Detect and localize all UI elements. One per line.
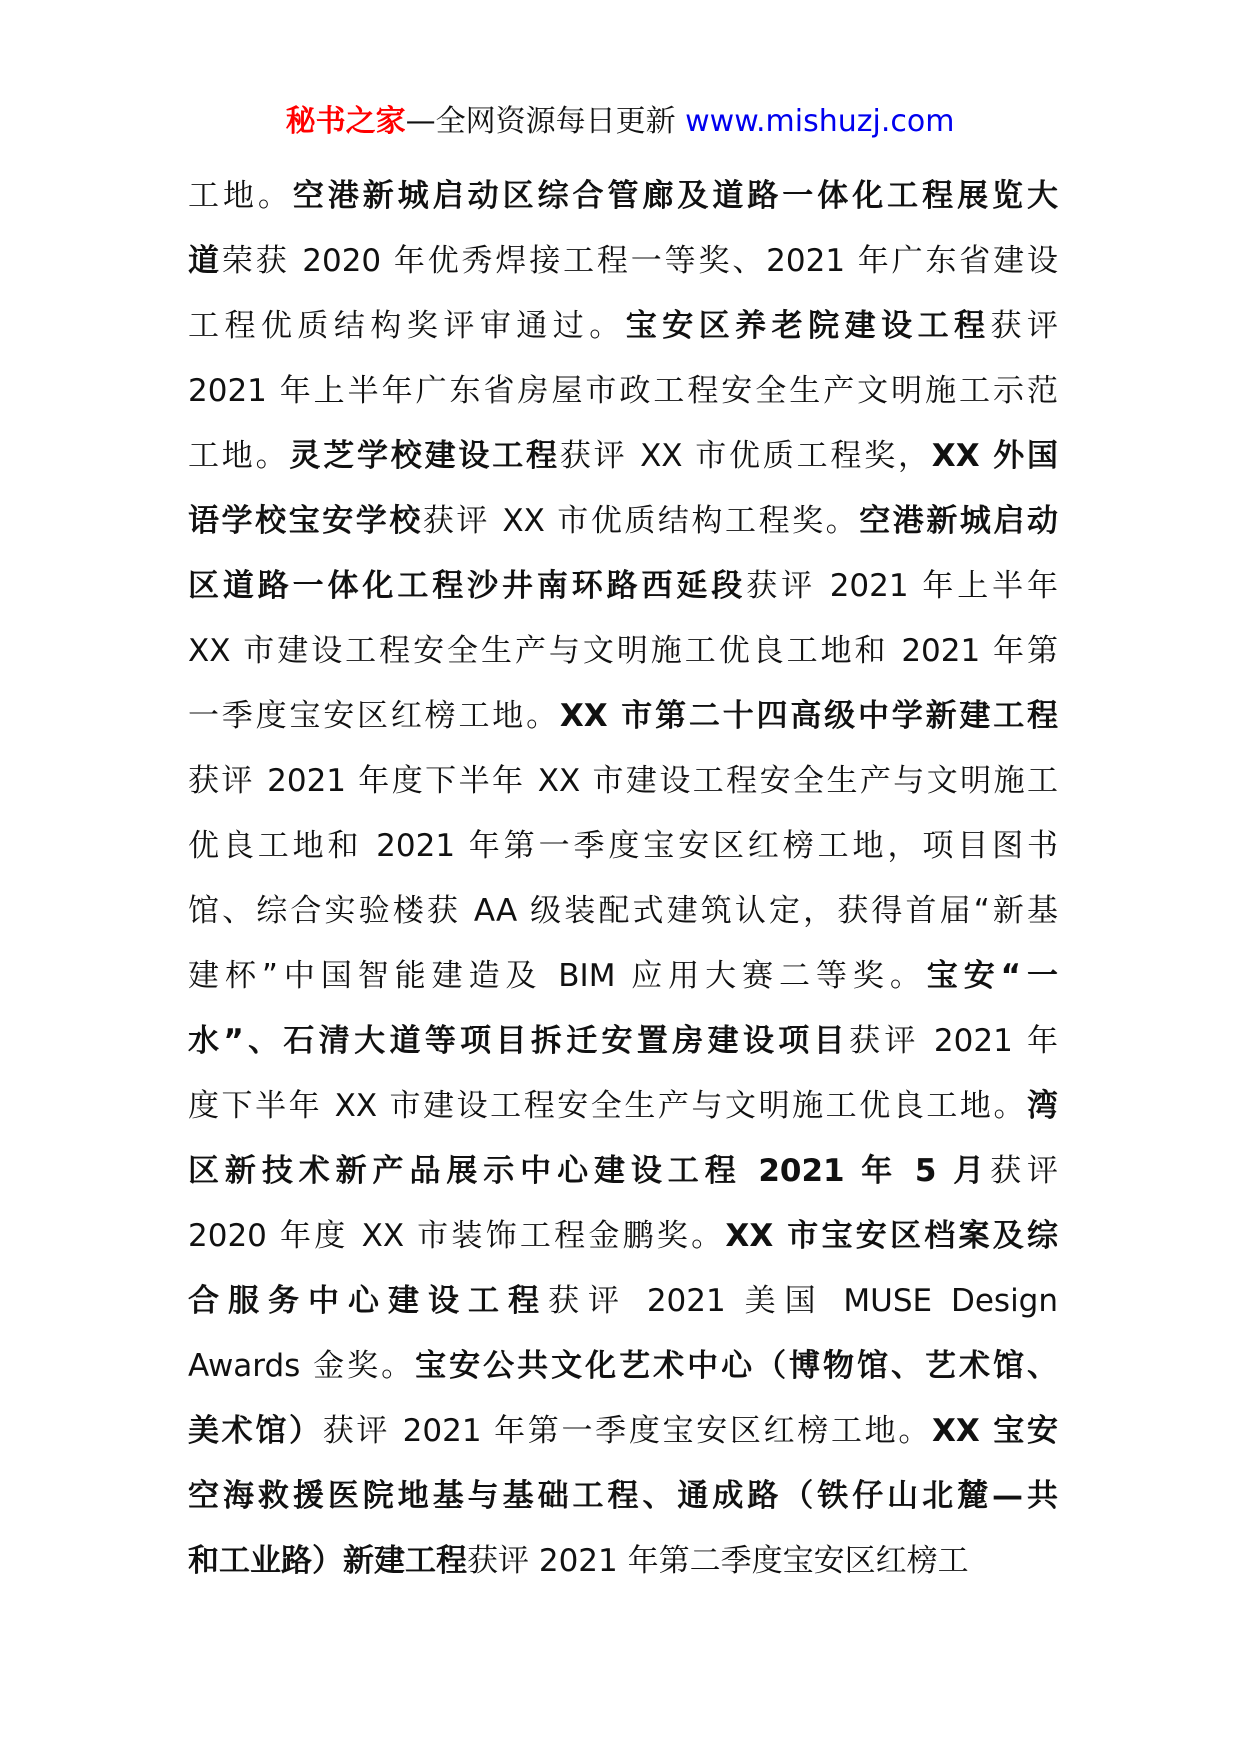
text-line xyxy=(188,1074,1058,1139)
document-body xyxy=(188,164,1058,1594)
page-header xyxy=(0,100,1240,144)
bold-text-segment: XX 市第二十四高级中学新建工程 xyxy=(559,698,1058,734)
text-line xyxy=(188,1334,1058,1399)
text-segment: Awards 金奖。 xyxy=(188,1348,416,1384)
text-line xyxy=(188,164,1058,229)
bold-text-segment: XX 宝安 xyxy=(932,1413,1058,1449)
brand-name: 秘书之家 xyxy=(285,104,406,139)
text-segment: 获评 xyxy=(990,1153,1058,1189)
text-segment: 2020 年度 XX 市装饰工程金鹏奖。 xyxy=(188,1218,726,1254)
header-tagline: —全网资源每日更新 xyxy=(405,104,676,139)
bold-text-segment: 空港新城启动区综合管廊及道路一体化工程展览大 xyxy=(292,178,1058,214)
bold-text-segment: 区新技术新产品展示中心建设工程 2021 年 5 月 xyxy=(188,1153,991,1189)
text-segment: XX 市建设工程安全生产与文明施工优良工地和 2021 年第 xyxy=(188,633,1058,669)
bold-text-segment: 道 xyxy=(188,243,222,279)
text-line xyxy=(188,359,1058,424)
text-line xyxy=(188,424,1058,489)
site-url-link[interactable]: www.mishuzj.com xyxy=(685,104,955,139)
bold-text-segment: 湾 xyxy=(1027,1088,1058,1124)
text-line xyxy=(188,684,1058,749)
text-line xyxy=(188,1399,1058,1464)
bold-text-segment: 和工业路）新建工程 xyxy=(188,1543,467,1579)
text-segment: 工地。 xyxy=(188,438,290,474)
text-segment: 获评 XX 市优质结构工程奖。 xyxy=(422,503,860,539)
text-line xyxy=(188,749,1058,814)
text-segment: 获评 2021 年上半年 xyxy=(746,568,1058,604)
text-line xyxy=(188,554,1058,619)
bold-text-segment: 语学校宝安学校 xyxy=(188,503,423,539)
bold-text-segment: 宝安区养老院建设工程 xyxy=(625,308,991,344)
bold-text-segment: 水”、石清大道等项目拆迁安置房建设项目 xyxy=(188,1023,849,1059)
text-segment: 一季度宝安区红榜工地。 xyxy=(188,698,560,734)
text-segment: 获评 2021 美国 MUSE Design xyxy=(547,1283,1058,1319)
text-line xyxy=(188,489,1058,554)
text-segment: 获评 XX 市优质工程奖， xyxy=(559,438,932,474)
text-line xyxy=(188,944,1058,1009)
text-line xyxy=(188,1009,1058,1074)
bold-text-segment: 灵芝学校建设工程 xyxy=(289,438,560,474)
text-line xyxy=(188,1269,1058,1334)
text-segment: 获评 xyxy=(990,308,1058,344)
bold-text-segment: 宝安公共文化艺术中心（博物馆、艺术馆、 xyxy=(415,1348,1058,1384)
text-line xyxy=(188,1529,1058,1594)
text-segment: 度下半年 XX 市建设工程安全生产与文明施工优良工地。 xyxy=(188,1088,1027,1124)
bold-text-segment: 空港新城启动 xyxy=(859,503,1058,539)
text-segment: 优良工地和 2021 年第一季度宝安区红榜工地，项目图书 xyxy=(188,828,1058,864)
bold-text-segment: 空海救援医院地基与基础工程、通成路（铁仔山北麓—共 xyxy=(188,1478,1058,1514)
text-segment: 获评 2021 年 xyxy=(849,1023,1058,1059)
text-line xyxy=(188,1204,1058,1269)
text-segment: 工程优质结构奖评审通过。 xyxy=(188,308,626,344)
text-segment: 馆、综合实验楼获 AA 级装配式建筑认定，获得首届“新基 xyxy=(188,893,1058,929)
text-segment: 获评 2021 年第二季度宝安区红榜工 xyxy=(467,1543,969,1579)
text-segment: 工地。 xyxy=(188,178,293,214)
text-segment: 获评 2021 年第一季度宝安区红榜工地。 xyxy=(322,1413,933,1449)
text-line xyxy=(188,1139,1058,1204)
bold-text-segment: 宝安“一 xyxy=(926,958,1058,994)
bold-text-segment: 区道路一体化工程沙井南环路西延段 xyxy=(188,568,747,604)
text-line xyxy=(188,294,1058,359)
text-segment: 荣获 2020 年优秀焊接工程一等奖、2021 年广东省建设 xyxy=(221,243,1058,279)
text-line xyxy=(188,879,1058,944)
bold-text-segment: 合服务中心建设工程 xyxy=(188,1283,548,1319)
text-line xyxy=(188,619,1058,684)
text-segment: 建杯”中国智能建造及 BIM 应用大赛二等奖。 xyxy=(188,958,927,994)
text-line xyxy=(188,814,1058,879)
bold-text-segment: XX 外国 xyxy=(931,438,1058,474)
bold-text-segment: XX 市宝安区档案及综 xyxy=(725,1218,1058,1254)
bold-text-segment: 美术馆） xyxy=(188,1413,323,1449)
text-segment: 2021 年上半年广东省房屋市政工程安全生产文明施工示范 xyxy=(188,373,1058,409)
text-line xyxy=(188,1464,1058,1529)
text-line xyxy=(188,229,1058,294)
text-segment: 获评 2021 年度下半年 XX 市建设工程安全生产与文明施工 xyxy=(188,763,1058,799)
